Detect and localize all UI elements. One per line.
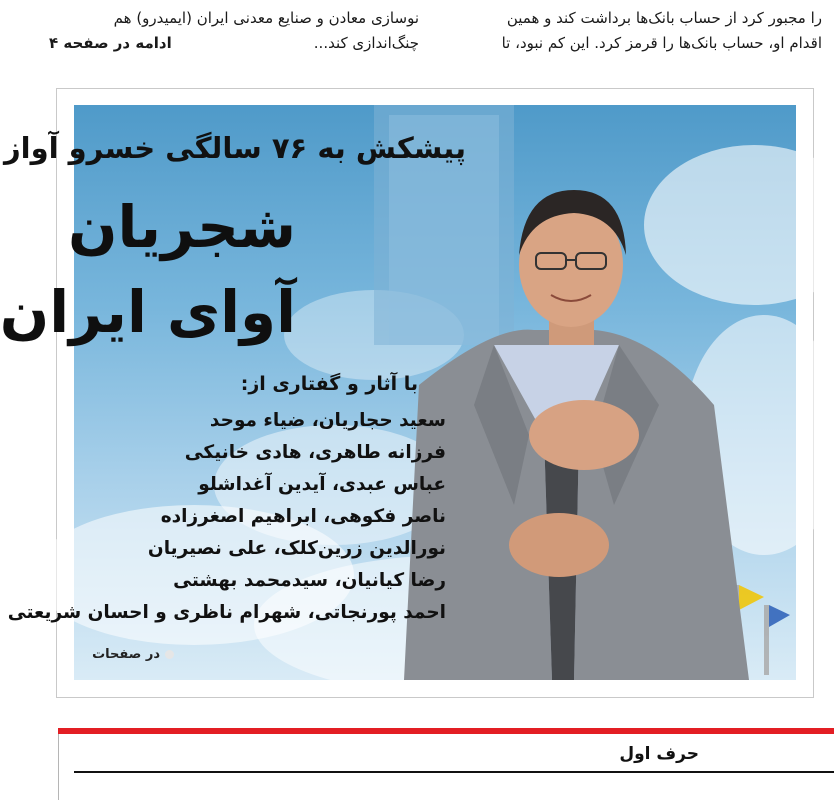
section-box bbox=[58, 734, 834, 800]
top-right-column bbox=[452, 6, 822, 56]
contributor-line: ناصر فکوهی، ابراهیم اصغرزاده bbox=[160, 506, 446, 527]
feature-lead: با آثار و گفتاری از: bbox=[240, 373, 418, 395]
column-line: نوسازی معادن و صنایع معدنی ایران (ایمیدرو) هم bbox=[113, 9, 419, 27]
section-divider bbox=[74, 771, 834, 773]
pages-note-label: در صفحات bbox=[92, 647, 160, 662]
headline-line-1: شجریان bbox=[68, 193, 296, 261]
pages-note[interactable] bbox=[92, 647, 174, 662]
feature-kicker: پیشکش به ۷۶ سالگی خسرو آواز bbox=[3, 131, 466, 165]
bullet-dot-icon bbox=[165, 650, 174, 659]
contributor-line: احمد پورنجاتی، شهرام ناظری و احسان شریعتی bbox=[7, 602, 446, 623]
top-left-column bbox=[49, 6, 419, 56]
continued-link[interactable]: ادامه در صفحه ۴ bbox=[49, 34, 172, 52]
headline-line-2: آوای ایران bbox=[0, 278, 296, 346]
contributor-line: سعید حجاریان، ضیاء موحد bbox=[209, 410, 446, 431]
column-line: اقدام او، حساب بانک‌ها را قرمز کرد. این کم نبود، تا bbox=[501, 34, 822, 52]
contributor-line: فرزانه طاهری، هادی خانیکی bbox=[184, 442, 446, 463]
column-line-with-continuation bbox=[49, 31, 419, 56]
column-line: چنگ‌اندازی کند... bbox=[313, 34, 419, 52]
section-title: حرف اول bbox=[619, 744, 699, 764]
contributor-line: نورالدین زرین‌کلک، علی نصیریان bbox=[147, 538, 446, 559]
contributor-list bbox=[7, 405, 446, 629]
column-line: را مجبور کرد از حساب بانک‌ها برداشت کند و همین bbox=[506, 9, 822, 27]
feature-photo bbox=[0, 105, 796, 680]
contributor-line: عباس عبدی، آیدین آغداشلو bbox=[198, 474, 446, 495]
contributor-line: رضا کیانیان، سیدمحمد بهشتی bbox=[173, 570, 446, 591]
